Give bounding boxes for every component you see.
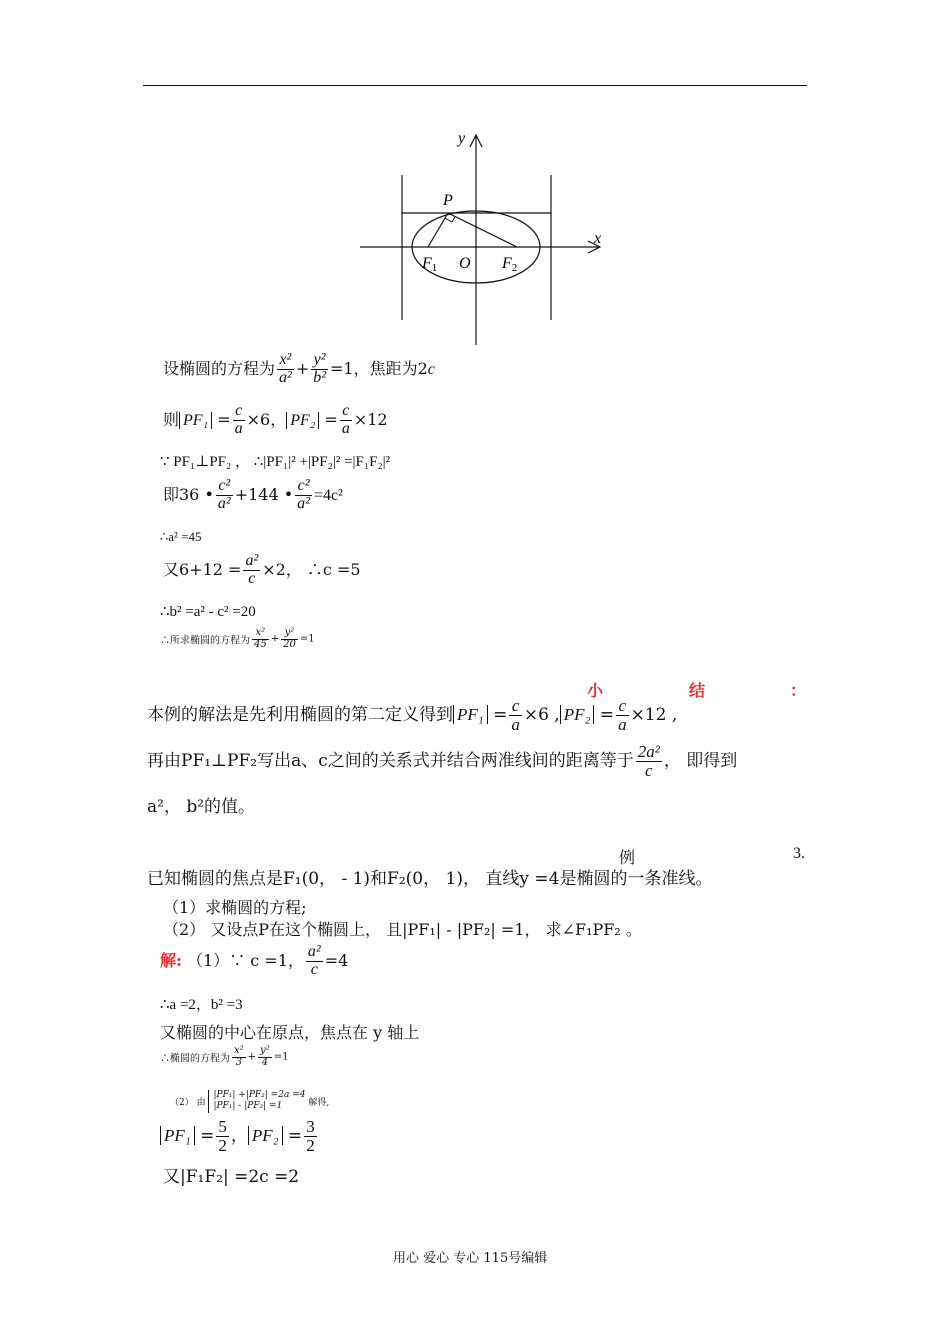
segment-pf2	[448, 213, 517, 247]
summary-label-3: ：	[790, 681, 807, 700]
system-eq-2: |PF₁| - |PF₂| =1	[213, 1101, 283, 1112]
example-solution-line-6: PF₁ = $\frac{5}{2}$ ， PF₂ = $\frac{3}{2}$	[160, 1118, 319, 1155]
label-y: y	[458, 130, 466, 147]
label-p: P	[443, 192, 453, 209]
summary-label-1: 小	[587, 681, 604, 700]
right-angle-mark	[445, 217, 455, 222]
ellipse-figure	[355, 125, 615, 350]
example-solution-line-7: 又|F₁F₂| =2c =2	[163, 1167, 300, 1187]
solution-line-7: ∴b² =a² - c² =20	[160, 604, 256, 620]
solution-line-2: 则 PF₁ = $\frac{c}{a}$ ×6， PF₂ = $\frac{c}{a}$ ×12	[163, 402, 388, 437]
example-solution-line-1: 解: （1）∵ c =1， $\frac{\text{a²}}{c}$ =4	[160, 943, 349, 978]
solution-line-5: ∴a² =45	[160, 529, 202, 544]
example-question-1: （1）求椭圆的方程;	[163, 898, 307, 917]
solution-line-3: ∵ PF₁⊥PF₂ ， ∴|PF₁|² +|PF₂|² =|F₁F₂|²	[160, 454, 391, 470]
example-solution-line-3: 又椭圆的中心在原点，焦点在 y 轴上	[160, 1023, 420, 1042]
solution-line-8: ∴所求椭圆的方程为 $\frac{\text{x²}}{45}$ + $\frac{\text{y²}}{20}$ =1	[160, 627, 315, 650]
summary-line-2: 再由PF₁⊥PF₂写出a、c之间的关系式并结合两准线间的距离等于 $\frac{\text{2a²}}{c}$ ， 即得到	[147, 742, 738, 780]
header-rule	[143, 85, 807, 86]
example-solution-line-2: ∴a =2，b² =3	[160, 997, 243, 1013]
label-f1: F1	[422, 255, 438, 274]
label-o: O	[459, 255, 471, 272]
example-solution-line-5: （2） 由 |PF₁| +|PF₂| =2a =4 |PF₁| - |PF₂| =1 解得,	[170, 1090, 330, 1112]
summary-line-3: a²， b²的值。	[147, 797, 256, 817]
solution-line-1: 设椭圆的方程为 $\frac{\text{x²}}{\text{a²}}$ + $\frac{\text{y²}}{\text{b²}}$ =1，焦距为2c	[163, 351, 435, 386]
example-solution-line-4: ∴椭圆的方程为 $\frac{\text{x²}}{3}$ + $\frac{\text{y²}}{4}$ =1	[160, 1045, 289, 1068]
summary-line-1: 本例的解法是先利用椭圆的第二定义得到 PF₁ = $\frac{c}{a}$ ×6 , PF₂ = $\frac{c}{a}$ ×12 ,	[147, 696, 678, 734]
page-footer: 用心 爱心 专心 115号编辑	[393, 1251, 548, 1266]
summary-label-2: 结	[689, 681, 706, 700]
example-number: 3.	[793, 845, 805, 862]
example-question-2: （2） 又设点P在这个椭圆上， 且|PF₁| - |PF₂| =1， 求∠F₁PF₂ 。	[163, 920, 642, 939]
label-x: x	[594, 230, 602, 247]
label-f2: F2	[502, 255, 518, 274]
example-problem: 已知椭圆的焦点是F₁(0， - 1)和F₂(0， 1)， 直线y =4是椭圆的一条准线。	[147, 869, 713, 889]
system-eq-1: |PF₁| +|PF₂| =2a =4	[213, 1090, 306, 1100]
solution-line-6: 又6+12 = $\frac{\text{a²}}{c}$ ×2， ∴c =5	[163, 552, 361, 587]
example-label: 例	[619, 848, 636, 867]
solution-line-4: 即36 • $\frac{\text{c²}}{\text{a²}}$ +144 • $\frac{\text{c²}}{\text{a²}}$ =4c²	[163, 477, 343, 512]
